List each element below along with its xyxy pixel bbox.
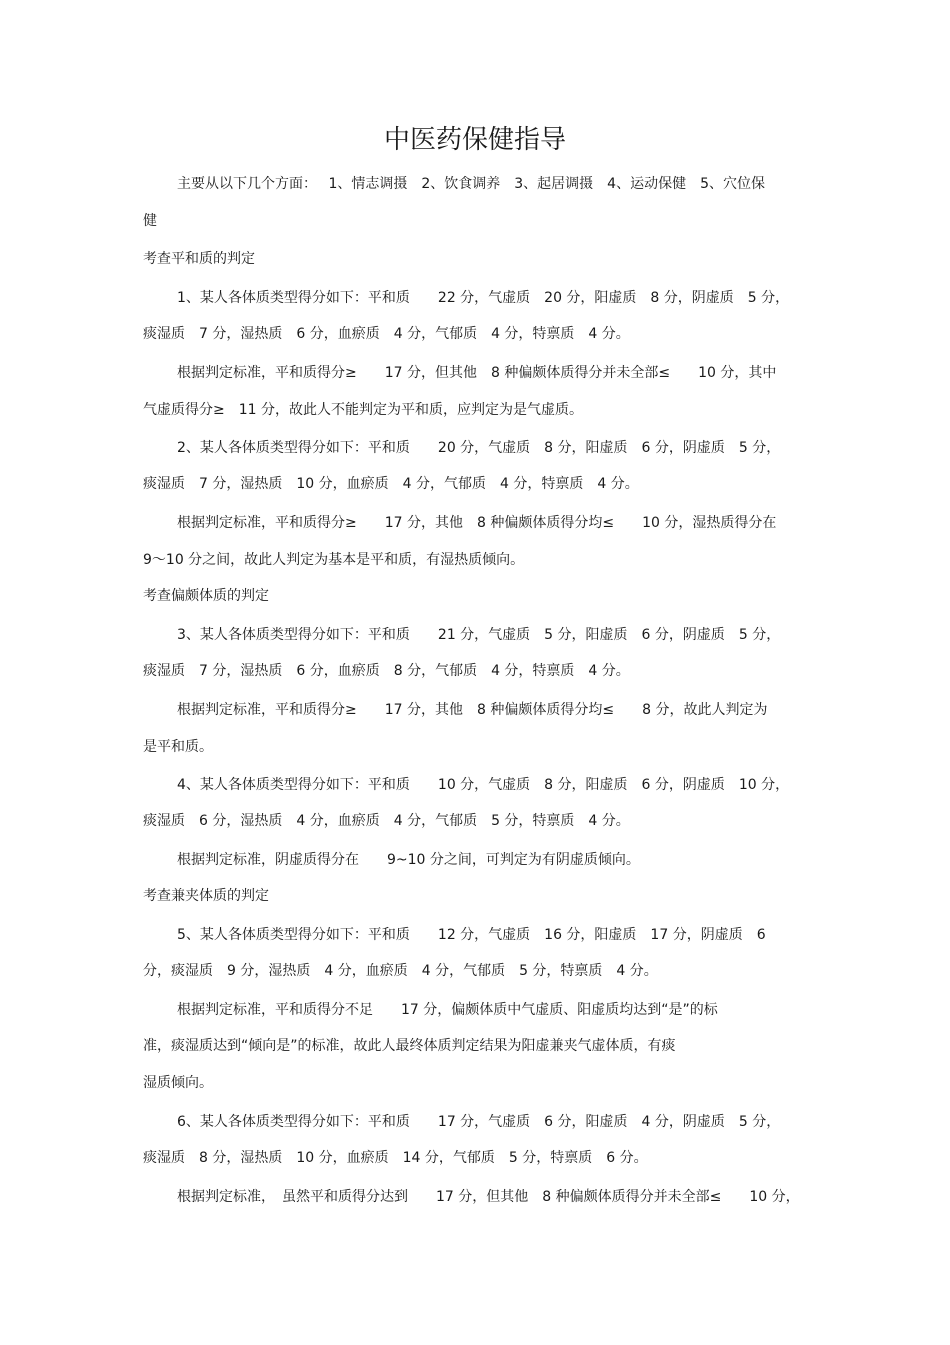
case-1-judgment-line-1: 根据判定标准，平和质得分≥ 17 分，但其他 8 种偏颇体质得分并未全部≤ 10 分，其中 [177,365,777,381]
intro-line-1: 主要从以下几个方面： 1、情志调摄 2、饮食调养 3、起居调摄 4、运动保健 5、穴位保 [177,176,765,192]
section-heading-combined: 考查兼夹体质的判定 [143,888,269,904]
case-6-judgment-line-1: 根据判定标准， 虽然平和质得分达到 17 分，但其他 8 种偏颇体质得分并未全部≤ 10 分， [177,1189,800,1205]
case-4-scores-line-1: 4、某人各体质类型得分如下：平和质 10 分，气虚质 8 分，阳虚质 6 分，阴虚质 10 分， [177,777,790,793]
section-heading-biased: 考查偏颇体质的判定 [143,588,269,604]
case-3-scores-line-2: 痰湿质 7 分，湿热质 6 分，血瘀质 8 分，气郁质 4 分，特禀质 4 分。 [143,663,630,679]
case-2-scores-line-2: 痰湿质 7 分，湿热质 10 分，血瘀质 4 分，气郁质 4 分，特禀质 4 分。 [143,476,639,492]
intro-line-2: 健 [143,213,157,229]
section-heading-balanced: 考查平和质的判定 [143,251,255,267]
case-5-scores-line-1: 5、某人各体质类型得分如下：平和质 12 分，气虚质 16 分，阳虚质 17 分，阴虚质 6 [177,927,766,943]
case-3-judgment-line-2: 是平和质。 [143,739,213,755]
case-2-judgment-line-1: 根据判定标准，平和质得分≥ 17 分，其他 8 种偏颇体质得分均≤ 10 分，湿热质得分在 [177,515,777,531]
case-2-scores-line-1: 2、某人各体质类型得分如下：平和质 20 分，气虚质 8 分，阳虚质 6 分，阴虚质 5 分， [177,440,781,456]
case-1-scores-line-2: 痰湿质 7 分，湿热质 6 分，血瘀质 4 分，气郁质 4 分，特禀质 4 分。 [143,326,630,342]
case-1-scores-line-1: 1、某人各体质类型得分如下：平和质 22 分，气虚质 20 分，阳虚质 8 分，阴虚质 5 分， [177,290,790,306]
case-2-judgment-line-2: 9～10 分之间，故此人判定为基本是平和质，有湿热质倾向。 [143,552,525,568]
case-3-judgment-line-1: 根据判定标准，平和质得分≥ 17 分，其他 8 种偏颇体质得分均≤ 8 分，故此人判定为 [177,702,768,718]
document-title: 中医药保健指导 [383,125,566,155]
case-5-judgment-line-3: 湿质倾向。 [143,1075,213,1091]
case-5-scores-line-2: 分，痰湿质 9 分，湿热质 4 分，血瘀质 4 分，气郁质 5 分，特禀质 4 分。 [143,963,658,979]
case-6-scores-line-1: 6、某人各体质类型得分如下：平和质 17 分，气虚质 6 分，阳虚质 4 分，阴虚质 5 分， [177,1114,781,1130]
case-1-judgment-line-2: 气虚质得分≥ 11 分，故此人不能判定为平和质，应判定为是气虚质。 [143,402,583,418]
case-4-judgment-line-1: 根据判定标准，阴虚质得分在 9~10 分之间，可判定为有阴虚质倾向。 [177,852,640,868]
case-5-judgment-line-2: 准，痰湿质达到“倾向是”的标准，故此人最终体质判定结果为阳虚兼夹气虚体质，有痰 [143,1038,676,1054]
case-5-judgment-line-1: 根据判定标准，平和质得分不足 17 分，偏颇体质中气虚质、阳虚质均达到“是”的标 [177,1002,718,1018]
case-3-scores-line-1: 3、某人各体质类型得分如下：平和质 21 分，气虚质 5 分，阳虚质 6 分，阴虚质 5 分， [177,627,781,643]
case-6-scores-line-2: 痰湿质 8 分，湿热质 10 分，血瘀质 14 分，气郁质 5 分，特禀质 6 分。 [143,1150,648,1166]
case-4-scores-line-2: 痰湿质 6 分，湿热质 4 分，血瘀质 4 分，气郁质 5 分，特禀质 4 分。 [143,813,630,829]
